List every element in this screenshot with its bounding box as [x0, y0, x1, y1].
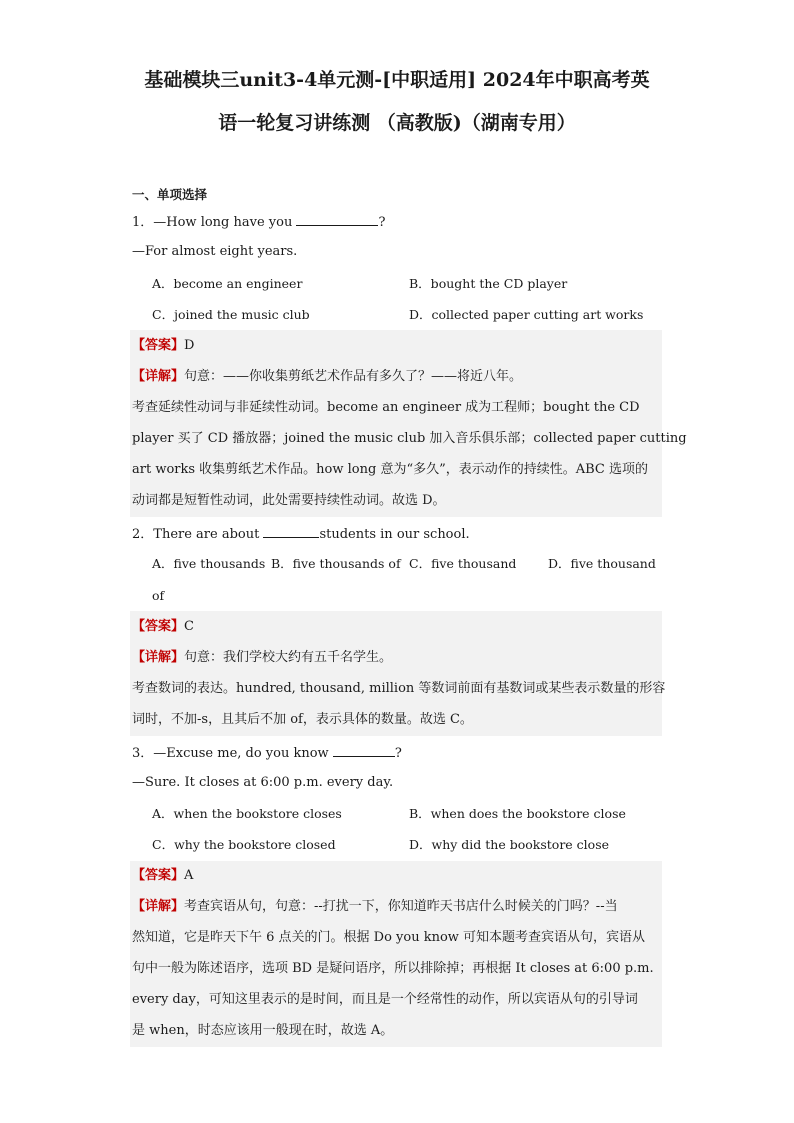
q1-stem: 1．—How long have you ? [132, 212, 385, 232]
q1-detail-line: player 买了 CD 播放器；joined the music club 加入音乐俱乐部；collected paper cutting [132, 431, 687, 446]
q3-detail-line: 然知道，它是昨天下午 6 点关的门。根据 Do you know 可知本题考查宾语从句，宾语从 [132, 930, 646, 945]
q1-detail-line: 动词都是短暂性动词，此处需要持续性动词。故选 D。 [132, 493, 446, 508]
q3-option-b: B．when does the bookstore close [409, 806, 626, 821]
q1-detail-line: 【详解】句意：——你收集剪纸艺术作品有多久了？——将近八年。 [132, 369, 523, 384]
q1-answer: 【答案】D [132, 338, 195, 353]
q1-detail-line: art works 收集剪纸艺术作品。how long 意为“多久”，表示动作的持续性。ABC 选项的 [132, 462, 648, 477]
q3-detail-line: 【详解】考查宾语从句，句意：--打扰一下，你知道昨天书店什么时候关的门吗？--当 [132, 899, 618, 914]
q2-option-d-wrap: of [152, 588, 165, 603]
q1-blank [296, 212, 378, 226]
q3-response: —Sure. It closes at 6:00 p.m. every day. [132, 775, 394, 790]
q1-option-c: C．joined the music club [152, 307, 310, 322]
q2-answer: 【答案】C [132, 619, 194, 634]
document-title-line-1: 基础模块三unit3-4单元测-[中职适用] 2024年中职高考英 [144, 69, 650, 91]
answer-label: 【答案】 [132, 619, 185, 634]
q3-answer-box [130, 861, 662, 1047]
section-heading: 一、单项选择 [132, 187, 208, 202]
q2-detail-line: 词时，不加-s，且其后不加 of，表示具体的数量。故选 C。 [132, 712, 473, 727]
q3-detail-line: 句中一般为陈述语序，选项 BD 是疑问语序，所以排除掉；再根据 It closes at 6:00 p.m. [132, 961, 654, 976]
detail-label: 【详解】 [132, 899, 185, 914]
q3-blank [333, 743, 395, 757]
q2-stem: 2．There are about students in our school. [132, 524, 470, 544]
q3-option-d: D．why did the bookstore close [409, 837, 610, 852]
q1-option-b: B．bought the CD player [409, 276, 568, 291]
q3-stem: 3．—Excuse me, do you know ? [132, 743, 402, 763]
q2-detail-line: 【详解】句意：我们学校大约有五千名学生。 [132, 650, 393, 665]
q1-response: —For almost eight years. [132, 244, 298, 259]
q2-detail-line: 考查数词的表达。hundred, thousand, million 等数词前面有基数词或某些表示数量的形容 [132, 681, 666, 696]
detail-label: 【详解】 [132, 369, 185, 384]
q2-option-d: D．five thousand [548, 556, 656, 571]
q1-option-d: D．collected paper cutting art works [409, 307, 644, 322]
detail-label: 【详解】 [132, 650, 185, 665]
q3-option-a: A．when the bookstore closes [152, 806, 342, 821]
q1-option-a: A．become an engineer [152, 276, 303, 291]
q1-answer-box [130, 330, 687, 517]
q3-detail-line: 是 when，时态应该用一般现在时，故选 A。 [132, 1023, 394, 1038]
q2-option-c: C．five thousand [409, 556, 517, 571]
q2-answer-box [130, 611, 666, 736]
answer-label: 【答案】 [132, 868, 185, 883]
answer-label: 【答案】 [132, 338, 185, 353]
q3-option-c: C．why the bookstore closed [152, 837, 336, 852]
q2-option-a: A．five thousands [152, 556, 266, 571]
q3-detail-line: every day，可知这里表示的是时间，而且是一个经常性的动作，所以宾语从句的引导词 [132, 992, 638, 1007]
document-title-line-2: 语一轮复习讲练测 （高教版)（湖南专用） [218, 112, 576, 134]
q2-option-b: B．five thousands of [271, 556, 401, 571]
q3-answer: 【答案】A [132, 868, 194, 883]
q2-blank [263, 524, 319, 538]
q1-detail-line: 考查延续性动词与非延续性动词。become an engineer 成为工程师；bought the CD [132, 400, 640, 415]
